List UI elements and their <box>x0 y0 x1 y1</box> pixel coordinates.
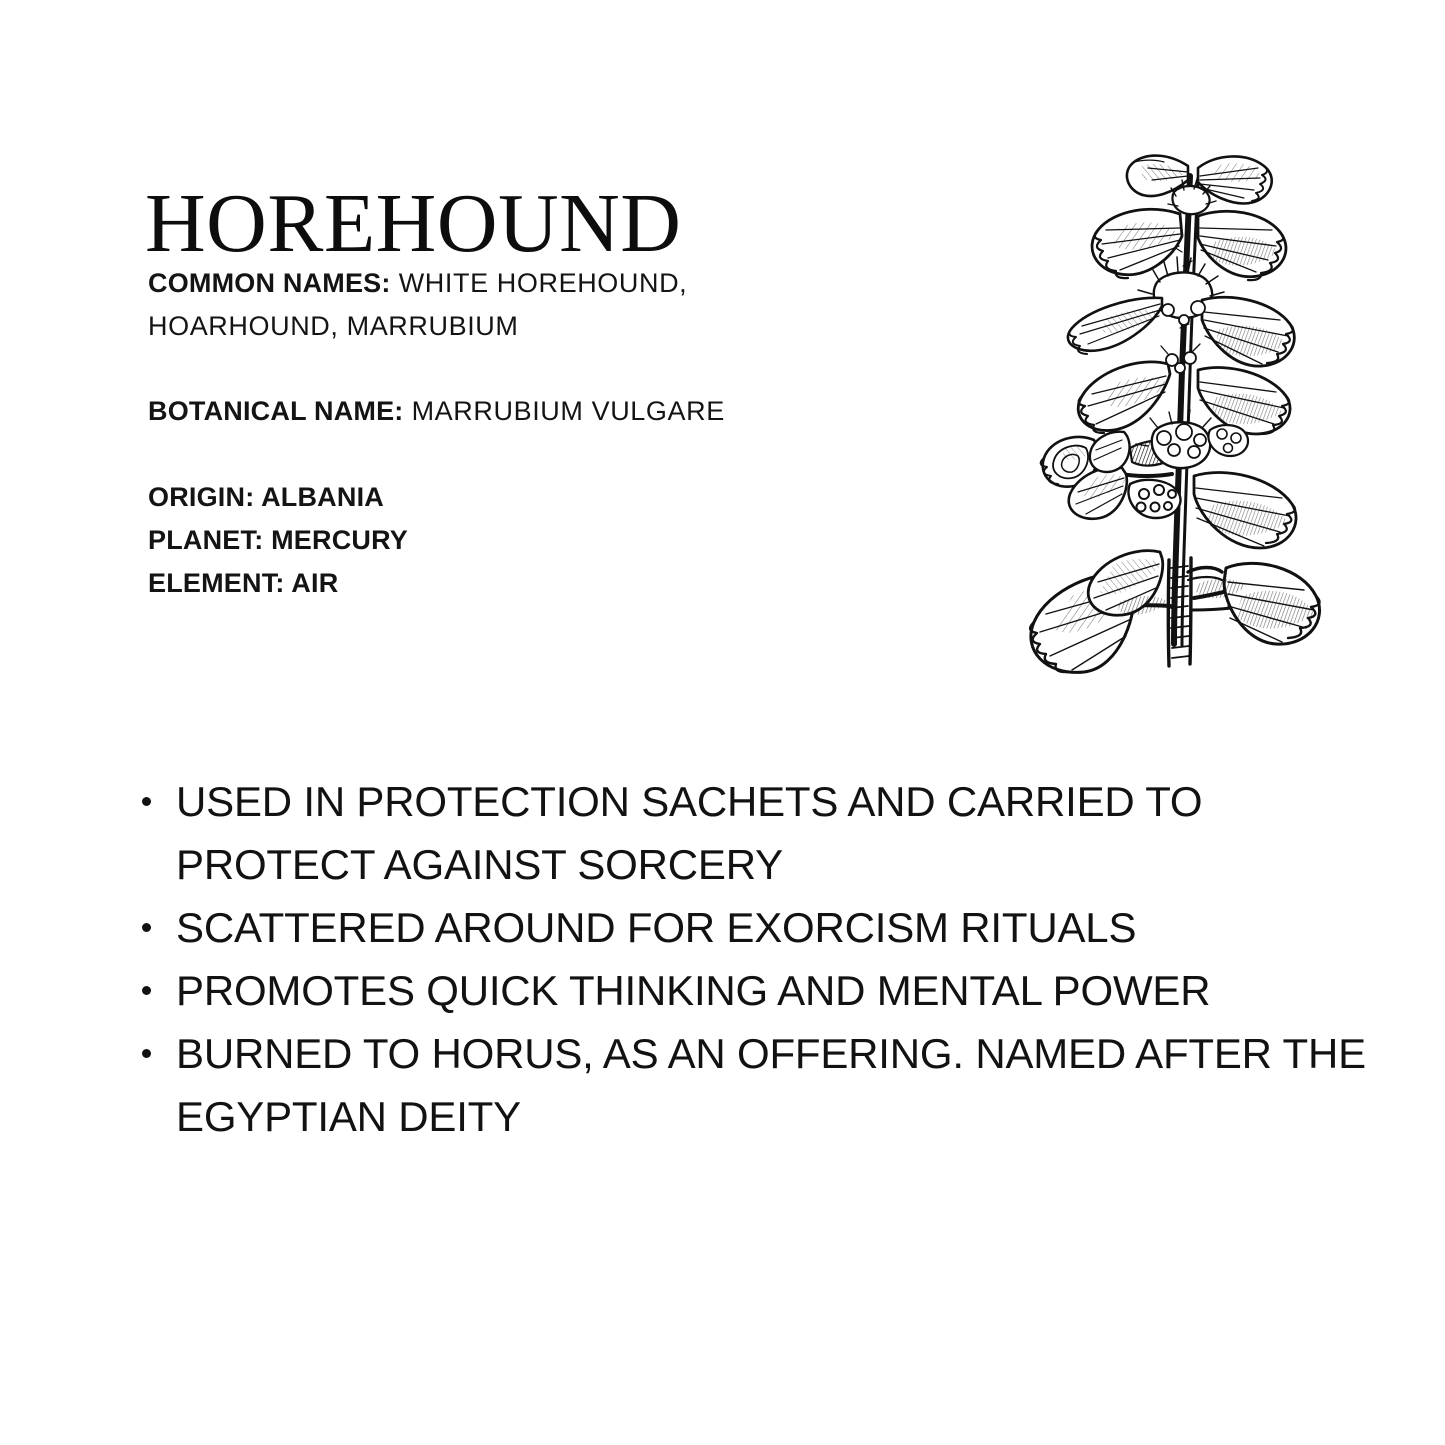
magical-properties-list <box>140 770 1370 1148</box>
planet-line: PLANET: MERCURY <box>148 525 409 555</box>
botanical-name-line <box>148 390 908 433</box>
metadata-botanical-name <box>148 390 908 433</box>
list-item <box>140 896 1370 959</box>
common-names-label: COMMON NAMES: <box>148 268 391 298</box>
metadata-common-names <box>148 262 908 348</box>
list-item-label: SCATTERED AROUND FOR EXORCISM RITUALS <box>176 904 1137 951</box>
horehound-plant-engraving-icon <box>1002 132 1327 687</box>
list-item-label: BURNED TO HORUS, AS AN OFFERING. NAMED AFTER THE EGYPTIAN DEITY <box>176 1030 1366 1140</box>
list-item <box>140 770 1370 896</box>
list-item <box>140 1022 1370 1148</box>
bullet-icon <box>142 923 151 932</box>
leaf-lower-right <box>1194 472 1296 548</box>
herb-metadata <box>148 262 908 605</box>
bullet-icon <box>142 986 151 995</box>
bullet-icon <box>142 1049 151 1058</box>
botanical-name-value: MARRUBIUM VULGARE <box>403 396 725 426</box>
list-item-label: USED IN PROTECTION SACHETS AND CARRIED TO PROTECT AGAINST SORCERY <box>176 778 1203 888</box>
metadata-correspondences <box>148 476 908 605</box>
common-names-value-line-2: HOARHOUND, MARRUBIUM <box>148 311 519 341</box>
element-line: ELEMENT: AIR <box>148 568 339 598</box>
list-item <box>140 959 1370 1022</box>
list-item-label: PROMOTES QUICK THINKING AND MENTAL POWER <box>176 967 1211 1014</box>
bullet-icon <box>142 797 151 806</box>
common-names-value-line-1: WHITE HOREHOUND, <box>390 268 688 298</box>
origin-line: ORIGIN: ALBANIA <box>148 482 384 512</box>
botanical-name-label: BOTANICAL NAME: <box>148 396 404 426</box>
common-names-line-1 <box>148 262 908 305</box>
page-title: HOREHOUND <box>145 177 682 271</box>
